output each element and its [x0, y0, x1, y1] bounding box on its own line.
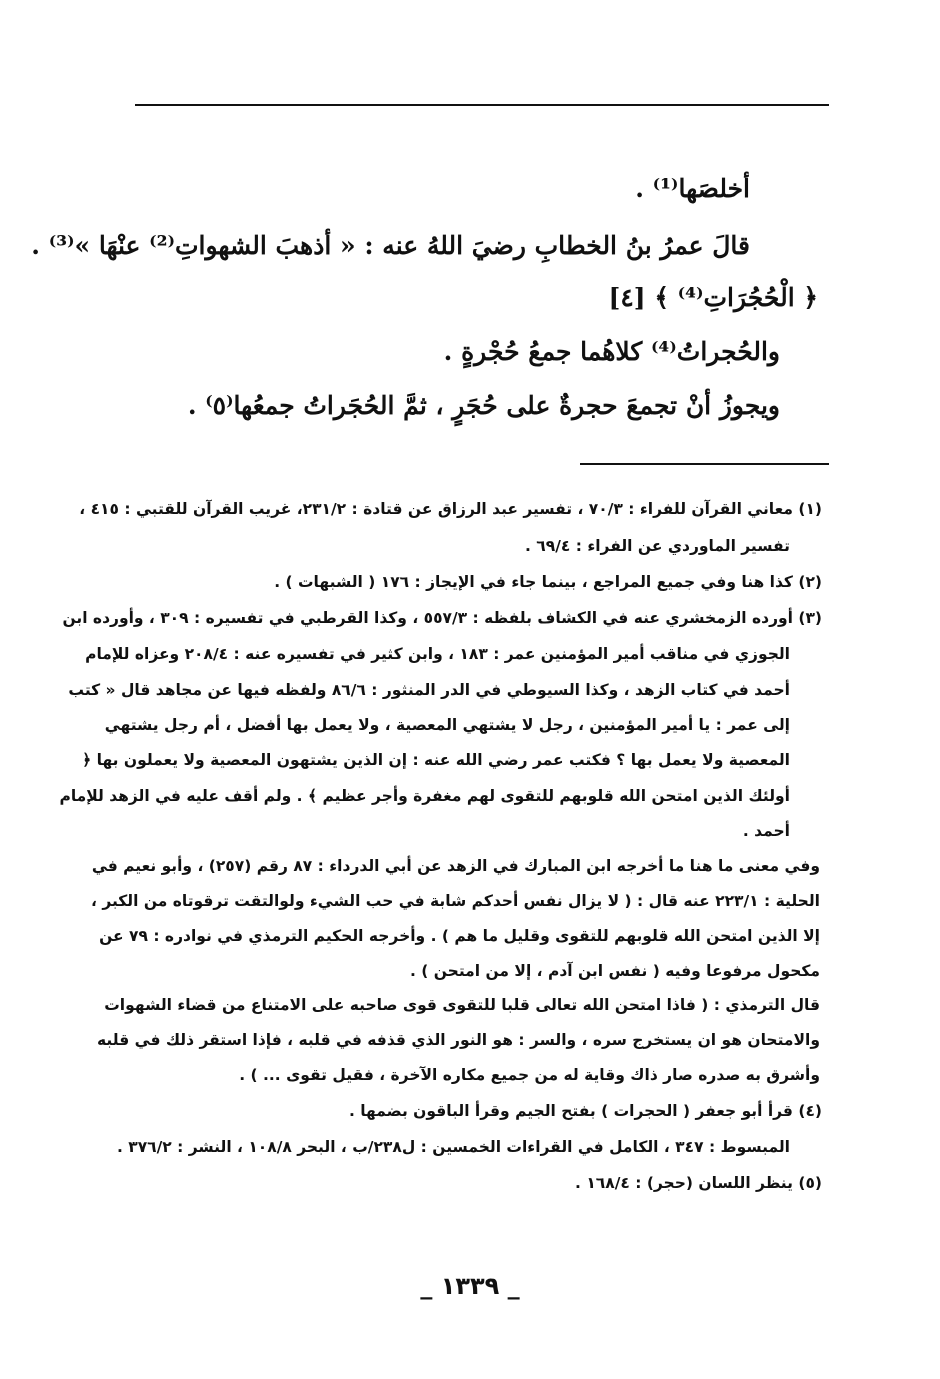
footnote-line: الجوزي في مناقب أمير المؤمنين عمر : ١٨٣ ، وابن كثير في تفسيره عنه : ٢٠٨/٤ وعزاه للإمام	[85, 645, 790, 663]
footnote-line: (٥) ينظر اللسان (حجر) : ١٦٨/٤ .	[575, 1174, 822, 1192]
footnote-line: أحمد في كتاب الزهد ، وكذا السيوطي في الدر المنثور : ٨٦/٦ ولفظه فيها عن مجاهد قال « كتب	[68, 681, 790, 699]
footnote-line: (٤) قرأ أبو جعفر ( الحجرات ) بفتح الجيم وقرأ الباقون بضمها .	[348, 1102, 822, 1120]
main-line: أخلصَها⁽¹⁾ .	[635, 174, 750, 203]
page-number: _ ١٣٣٩ _	[420, 1272, 520, 1300]
footnote-line: تفسير الماوردي عن الفراء : ٦٩/٤ .	[524, 537, 790, 555]
footnote-line: إلا الذين امتحن الله قلوبهم للتقوى وقليل ما هم ) . وأخرجه الحكيم الترمذي في نوادره : ٧٩ عن	[99, 927, 820, 945]
main-line: ويجوزُ أنْ تجمعَ حجرةٌ على حُجَرٍ ، ثمَّ الحُجَراتُ جمعُها⁽٥⁾ .	[187, 391, 780, 420]
footnote-line: والامتحان هو ان يستخرج سره ، والسر : هو النور الذي قذفه في قلبه ، فإذا استقر ذلك في قلبه	[97, 1031, 820, 1049]
footnote-line: أحمد .	[742, 822, 790, 840]
quran-verse-line: ﴿ الْحُجُرَاتِ⁽⁴⁾ ﴾ [٤]	[608, 283, 818, 312]
footnote-line: (٣) أورده الزمخشري عنه في الكشاف بلفظه : ٥٥٧/٣ ، وكذا القرطبي في تفسيره : ٣٠٩ ، وأورده ابن	[62, 609, 822, 627]
main-line: والحُجراتُ⁽⁴⁾ كلاهُما جمعُ حُجْرةٍ .	[443, 337, 780, 366]
footnote-line: المعصية ولا يعمل بها ؟ فكتب عمر رضي الله عنه : إن الذين يشتهون المعصية ولا يعملون بها ﴿	[82, 751, 790, 769]
footnote-line: أولئك الذين امتحن الله قلوبهم للتقوى لهم مغفرة وأجر عظيم ﴾ . ولم أقف عليه في الزهد للإمام	[59, 787, 790, 805]
footnote-separator	[580, 463, 829, 465]
footnote-line: إلى عمر : يا أمير المؤمنين ، رجل لا يشتهي المعصية ، ولا يعمل بها أفضل ، أم رجل يشتهي	[104, 716, 790, 734]
footnote-line: وأشرق به صدره صار ذاك وقاية له من جميع مكاره الآخرة ، فقيل تقوى ... ) .	[239, 1066, 820, 1084]
footnote-line: الحلية : ٢٢٣/١ عنه قال : ( لا يزال نفس أحدكم شابة في حب الشيء ولوالتقت ترقوتاه من الكبر ،	[91, 892, 820, 910]
main-line: قالَ عمرُ بنُ الخطابِ رضيَ اللهُ عنه : « أذهبَ الشهواتِ⁽²⁾ عنْهَا »⁽³⁾ .	[31, 231, 750, 260]
header-rule	[135, 104, 829, 106]
footnote-line: (١) معاني القرآن للفراء : ٧٠/٣ ، تفسير عبد الرزاق عن قتادة : ٢٣١/٢، غريب القرآن للقتبي : ٤١٥ ،	[79, 500, 822, 518]
footnote-line: وفي معنى ما هنا ما أخرجه ابن المبارك في الزهد عن أبي الدرداء : ٨٧ رقم (٢٥٧) ، وأبو نعيم في	[91, 857, 820, 875]
footnote-line: (٢) كذا هنا وفي جميع المراجع ، بينما جاء في الإيجاز : ١٧٦ ( الشبهات ) .	[274, 573, 822, 591]
footnote-line: قال الترمذي : ( فاذا امتحن الله تعالى قلبا للتقوى قوى صاحبه على الامتناع من قضاء الشهوات	[104, 996, 820, 1014]
footnote-line: المبسوط : ٣٤٧ ، الكامل في القراءات الخمسين : ل٢٣٨/ب ، البحر ١٠٨/٨ ، النشر : ٣٧٦/٢ .	[116, 1138, 790, 1156]
footnote-line: مكحول مرفوعا وفيه ( نفس ابن آدم ، إلا من امتحن ) .	[409, 962, 820, 980]
